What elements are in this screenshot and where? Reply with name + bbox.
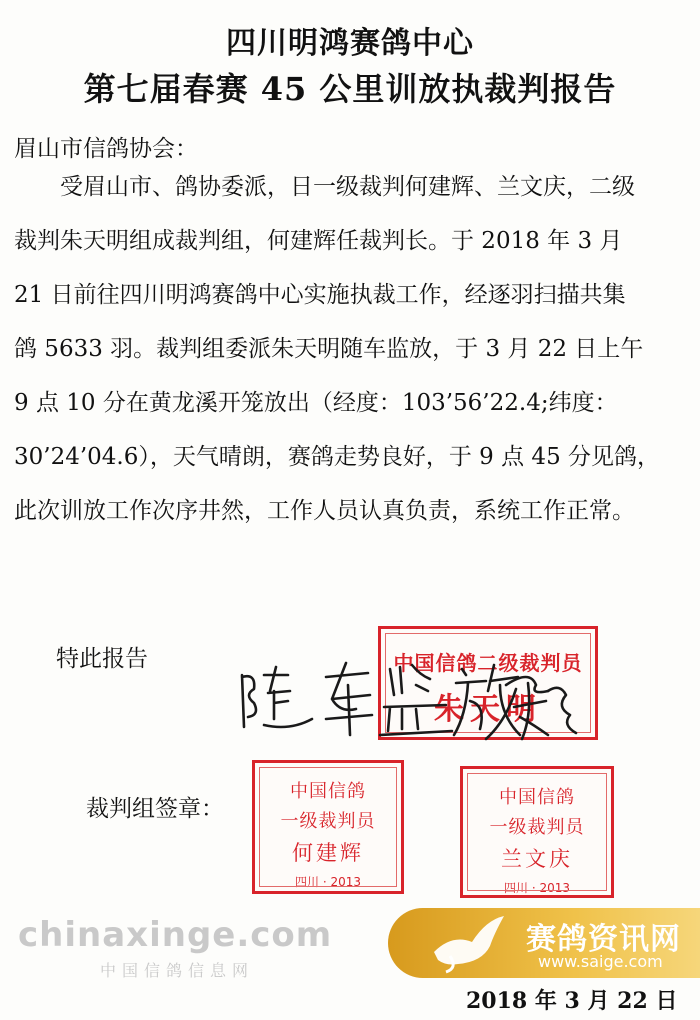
seal-footer: 四川 · 2013 [504, 881, 570, 895]
referee-seal-he-jianhui [252, 760, 404, 894]
handwritten-signature [230, 655, 580, 745]
report-date: 2018 年 3 月 22 日 [466, 988, 678, 1014]
watermark-site-cn: 中国信鸽信息网 [100, 961, 255, 980]
body-line: 此次训放工作次序井然，工作人员认真负责，系统工作正常。 [14, 498, 635, 524]
report-body [14, 160, 690, 538]
addressee: 眉山市信鸽协会： [14, 136, 198, 162]
title-organization: 四川明鸿赛鸽中心 [226, 26, 474, 61]
body-line: 30’24’04.6），天气晴朗，赛鸽走势良好，于 9 点 45 分见鸽， [14, 444, 661, 470]
seal-line: 中国信鸽 [290, 781, 366, 802]
pigeon-logo-icon [428, 912, 508, 974]
watermark-badge [388, 908, 700, 978]
seal-line: 一级裁判员 [280, 811, 376, 832]
referee-seal-lan-wenqing [460, 766, 614, 898]
seal-name: 兰文庆 [501, 847, 573, 871]
seal-line: 中国信鸽 [499, 787, 575, 808]
body-line: 裁判朱天明组成裁判组，何建辉任裁判长。于 2018 年 3 月 [14, 228, 623, 254]
body-line: 受眉山市、鸽协委派，日一级裁判何建辉、兰文庆，二级 [60, 174, 635, 200]
seal-line: 中国信鸽二级裁判员 [393, 651, 583, 675]
watermark-badge-name: 赛鸽资讯网 [526, 922, 681, 957]
title-report: 第七届春赛 45 公里训放执裁判报告 [83, 70, 617, 108]
seal-name: 朱天明 [434, 692, 542, 727]
seal-name: 何建辉 [292, 841, 364, 865]
watermark-badge-url: www.saige.com [538, 952, 663, 971]
seal-footer: 四川 · 2013 [295, 875, 361, 889]
body-line: 鸽 5633 羽。裁判组委派朱天明随车监放，于 3 月 22 日上午 [14, 336, 644, 362]
signers-label: 裁判组签章： [86, 796, 224, 822]
seal-line: 一级裁判员 [489, 817, 585, 838]
body-line: 21 日前往四川明鸿赛鸽中心实施执裁工作，经逐羽扫描共集 [14, 282, 626, 308]
watermark-site: chinaxinge.com [18, 915, 333, 955]
body-line: 9 点 10 分在黄龙溪开笼放出（经度：103’56’22.4;纬度： [14, 390, 618, 416]
closing-text: 特此报告 [56, 646, 148, 672]
